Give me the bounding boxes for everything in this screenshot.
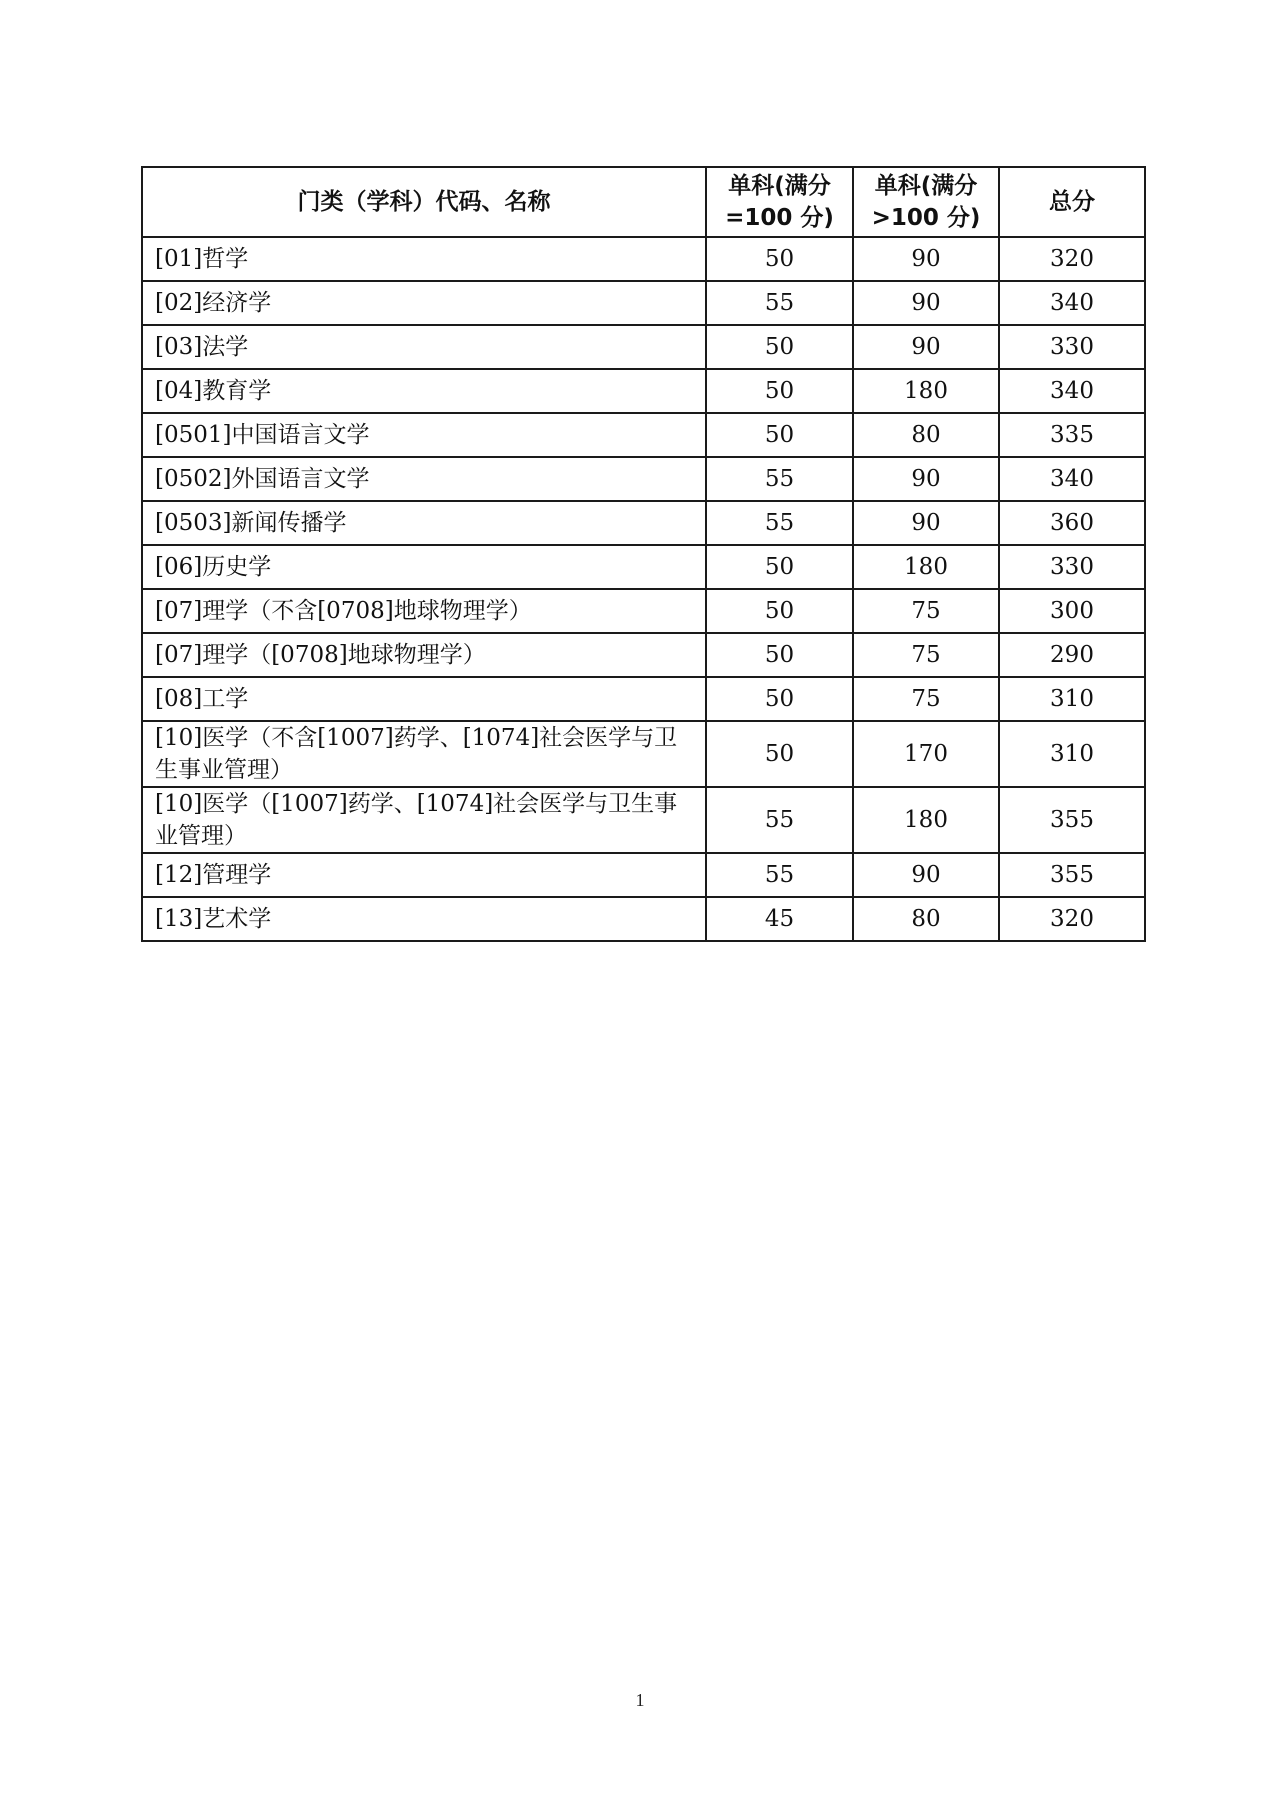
cell-total: 330	[999, 325, 1145, 369]
table-row	[142, 281, 1145, 325]
cell-single-100: 55	[706, 457, 853, 501]
cell-discipline: [0502]外国语言文学	[142, 457, 706, 501]
cell-total: 320	[999, 897, 1145, 941]
cell-total: 310	[999, 677, 1145, 721]
table-row	[142, 721, 1145, 787]
table-row	[142, 853, 1145, 897]
cell-discipline: [03]法学	[142, 325, 706, 369]
score-line-table	[141, 166, 1146, 942]
header-single-over-100: 单科(满分>100 分)	[853, 167, 999, 237]
cell-total: 340	[999, 457, 1145, 501]
cell-single-100: 50	[706, 237, 853, 281]
cell-single-over-100: 75	[853, 677, 999, 721]
cell-single-over-100: 90	[853, 853, 999, 897]
table-row	[142, 501, 1145, 545]
cell-total: 335	[999, 413, 1145, 457]
table-row	[142, 369, 1145, 413]
table-row	[142, 413, 1145, 457]
cell-single-100: 50	[706, 545, 853, 589]
cell-discipline: [0501]中国语言文学	[142, 413, 706, 457]
cell-discipline: [0503]新闻传播学	[142, 501, 706, 545]
cell-discipline: [02]经济学	[142, 281, 706, 325]
header-single-100: 单科(满分=100 分)	[706, 167, 853, 237]
cell-single-100: 55	[706, 787, 853, 853]
cell-single-100: 50	[706, 633, 853, 677]
cell-total: 340	[999, 281, 1145, 325]
cell-discipline: [07]理学（不含[0708]地球物理学）	[142, 589, 706, 633]
cell-single-over-100: 90	[853, 325, 999, 369]
cell-single-100: 55	[706, 853, 853, 897]
cell-single-over-100: 80	[853, 413, 999, 457]
table-row	[142, 589, 1145, 633]
cell-single-100: 50	[706, 677, 853, 721]
cell-single-over-100: 75	[853, 589, 999, 633]
cell-single-100: 55	[706, 281, 853, 325]
cell-total: 310	[999, 721, 1145, 787]
table-header-row	[142, 167, 1145, 237]
cell-single-100: 50	[706, 325, 853, 369]
cell-single-over-100: 180	[853, 787, 999, 853]
cell-single-100: 50	[706, 589, 853, 633]
cell-discipline: [08]工学	[142, 677, 706, 721]
cell-total: 355	[999, 853, 1145, 897]
table-row	[142, 457, 1145, 501]
table-row	[142, 545, 1145, 589]
cell-discipline: [06]历史学	[142, 545, 706, 589]
cell-single-over-100: 180	[853, 369, 999, 413]
cell-discipline: [10]医学（[1007]药学、[1074]社会医学与卫生事业管理）	[142, 787, 706, 853]
cell-discipline: [01]哲学	[142, 237, 706, 281]
cell-single-100: 50	[706, 369, 853, 413]
table-row	[142, 677, 1145, 721]
cell-single-over-100: 90	[853, 501, 999, 545]
table-row	[142, 787, 1145, 853]
table-row	[142, 325, 1145, 369]
cell-single-100: 45	[706, 897, 853, 941]
table-row	[142, 633, 1145, 677]
cell-single-100: 55	[706, 501, 853, 545]
cell-single-100: 50	[706, 413, 853, 457]
cell-single-over-100: 90	[853, 457, 999, 501]
cell-single-100: 50	[706, 721, 853, 787]
cell-discipline: [04]教育学	[142, 369, 706, 413]
cell-single-over-100: 80	[853, 897, 999, 941]
header-total: 总分	[999, 167, 1145, 237]
cell-single-over-100: 75	[853, 633, 999, 677]
cell-single-over-100: 180	[853, 545, 999, 589]
cell-single-over-100: 90	[853, 281, 999, 325]
table-row	[142, 897, 1145, 941]
cell-total: 320	[999, 237, 1145, 281]
header-discipline: 门类（学科）代码、名称	[142, 167, 706, 237]
cell-total: 355	[999, 787, 1145, 853]
cell-discipline: [12]管理学	[142, 853, 706, 897]
cell-single-over-100: 170	[853, 721, 999, 787]
cell-total: 340	[999, 369, 1145, 413]
cell-total: 360	[999, 501, 1145, 545]
cell-total: 300	[999, 589, 1145, 633]
cell-total: 330	[999, 545, 1145, 589]
cell-discipline: [07]理学（[0708]地球物理学）	[142, 633, 706, 677]
page-number: 1	[635, 1690, 645, 1710]
cell-discipline: [13]艺术学	[142, 897, 706, 941]
table-row	[142, 237, 1145, 281]
cell-single-over-100: 90	[853, 237, 999, 281]
cell-total: 290	[999, 633, 1145, 677]
cell-discipline: [10]医学（不含[1007]药学、[1074]社会医学与卫生事业管理）	[142, 721, 706, 787]
